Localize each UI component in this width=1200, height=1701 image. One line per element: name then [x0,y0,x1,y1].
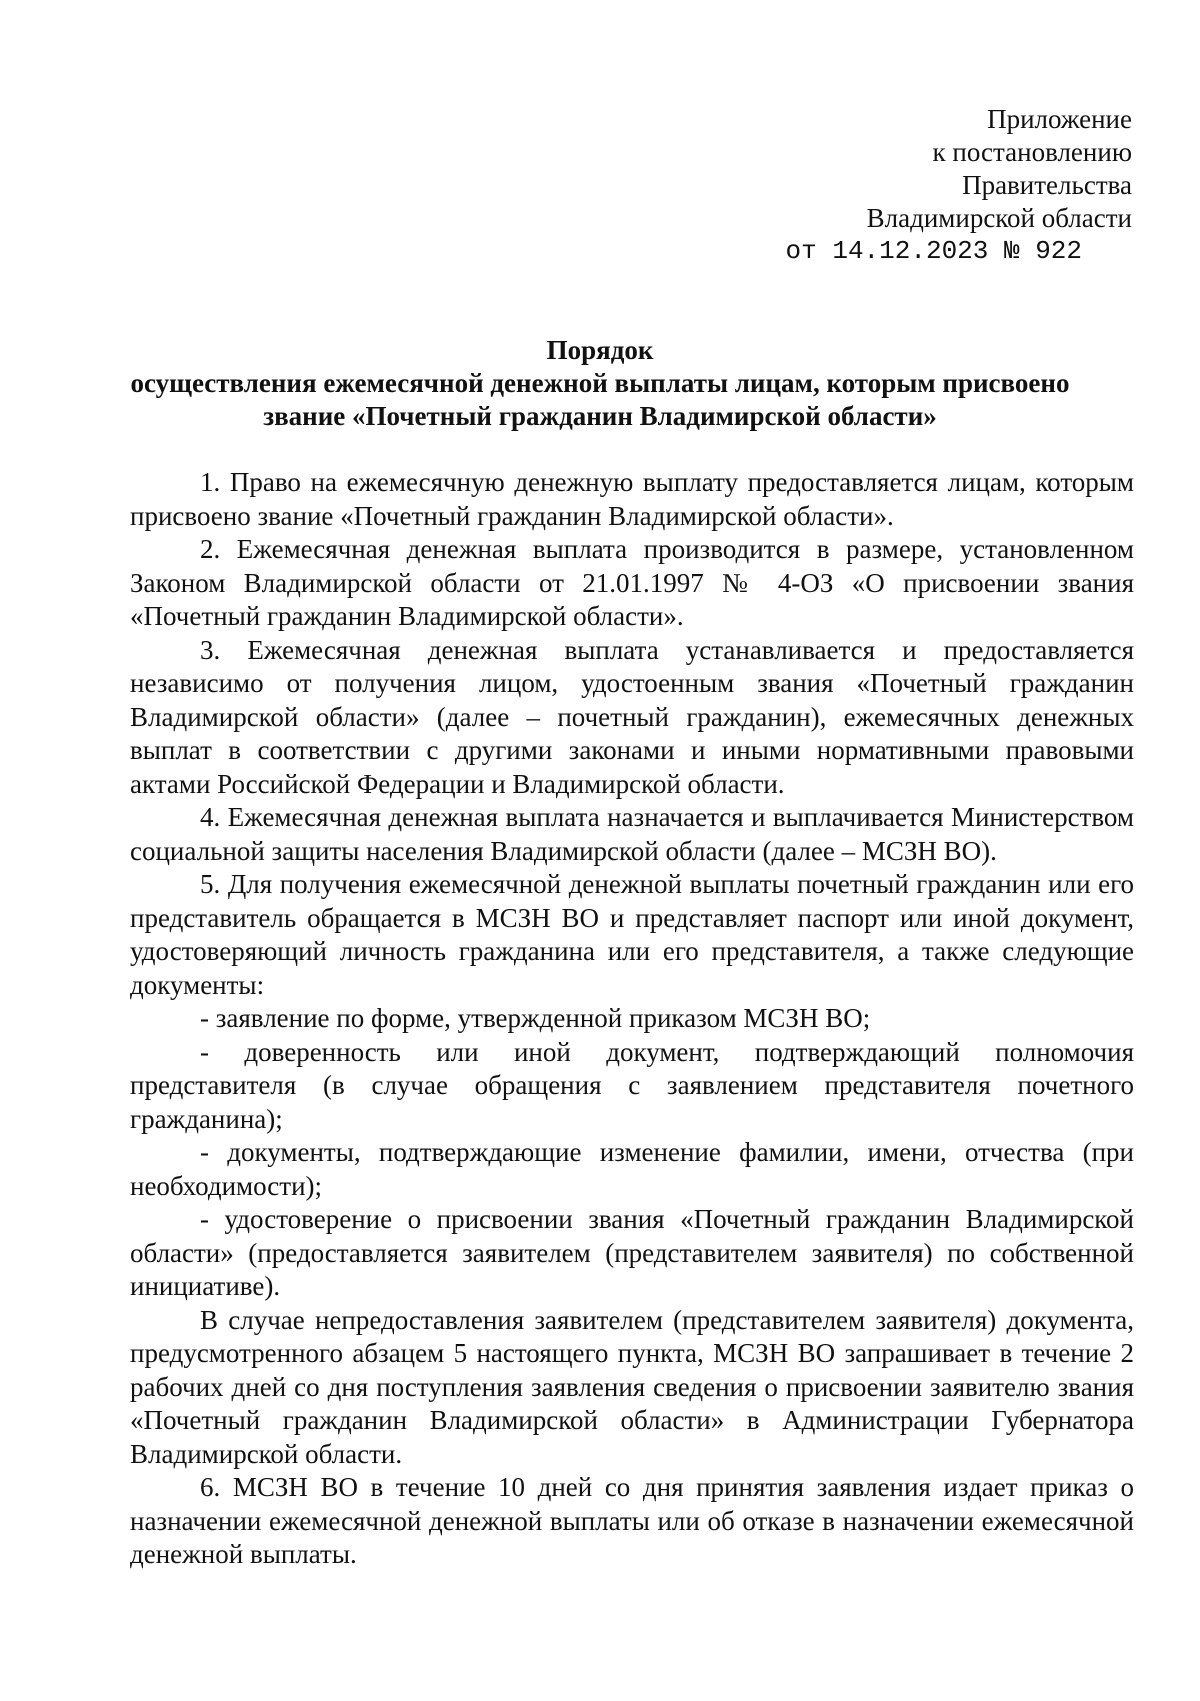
list-item: - документы, подтверждающие изменение фамилии, имени, отчества (при необходимости); [130,1137,1134,1201]
appendix-header [612,103,1132,268]
paragraph-2: 2. Ежемесячная денежная выплата производится в размере, установленном Законом Владимирской области от 21.01.1997 № 4-ОЗ «О присвоении звания «Почетный гражданин Владимирской области». [130,534,1134,631]
title-line: Порядок [546,335,654,365]
appendix-line: Владимирской области [866,203,1132,233]
appendix-line: Правительства [962,170,1132,200]
paragraph-3: 3. Ежемесячная денежная выплата устанавливается и предоставляется независимо от получения лицом, удостоенным звания «Почетный гражданин Владимирской области» (далее – почетный гражданин), ежемесячных денежных выплат в соответствии с другими законами и иными нормативными правовыми актами Российской Федерации и Владимирской области. [130,634,1134,799]
appendix-line: Приложение [987,104,1132,134]
list-item: - заявление по форме, утвержденной приказом МСЗН ВО; [200,1003,871,1033]
title-line: осуществления ежемесячной денежной выплаты лицам, которым присвоено [130,368,1070,398]
list-item: - доверенность или иной документ, подтверждающий полномочия представителя (в случае обращения с заявлением представителя почетного гражданина); [130,1036,1134,1134]
paragraph-5-note: В случае непредоставления заявителем (представителем заявителя) документа, предусмотренного абзацем 5 настоящего пункта, МСЗН ВО запрашивает в течение 2 рабочих дней со дня поступления заявления сведения о присвоении заявителю звания «Почетный гражданин Владимирской области» в Администрации Губернатора Владимирской области. [130,1304,1134,1469]
document-title [120,334,1080,433]
resolution-date-number: от 14.12.2023 № 922 [785,236,1082,266]
list-item: - удостоверение о присвоении звания «Почетный гражданин Владимирской области» (предоставляется заявителем (представителем заявителя) по собственной инициативе). [130,1204,1134,1301]
document-body [130,466,1134,1572]
paragraph-4: 4. Ежемесячная денежная выплата назначается и выплачивается Министерством социальной защиты населения Владимирской области (далее – МСЗН ВО). [130,802,1134,866]
paragraph-6: 6. МСЗН ВО в течение 10 дней со дня принятия заявления издает приказ о назначении ежемесячной денежной выплаты или об отказе в назначении ежемесячной денежной выплаты. [130,1472,1134,1569]
title-line: звание «Почетный гражданин Владимирской области» [263,401,937,431]
paragraph-5: 5. Для получения ежемесячной денежной выплаты почетный гражданин или его представитель обращается в МСЗН ВО и представляет паспорт или иной документ, удостоверяющий личность гражданина или его представителя, а также следующие документы: [130,869,1134,1000]
appendix-line: к постановлению [932,137,1132,167]
paragraph-1: 1. Право на ежемесячную денежную выплату предоставляется лицам, которым присвоено звание «Почетный гражданин Владимирской области». [130,467,1134,531]
